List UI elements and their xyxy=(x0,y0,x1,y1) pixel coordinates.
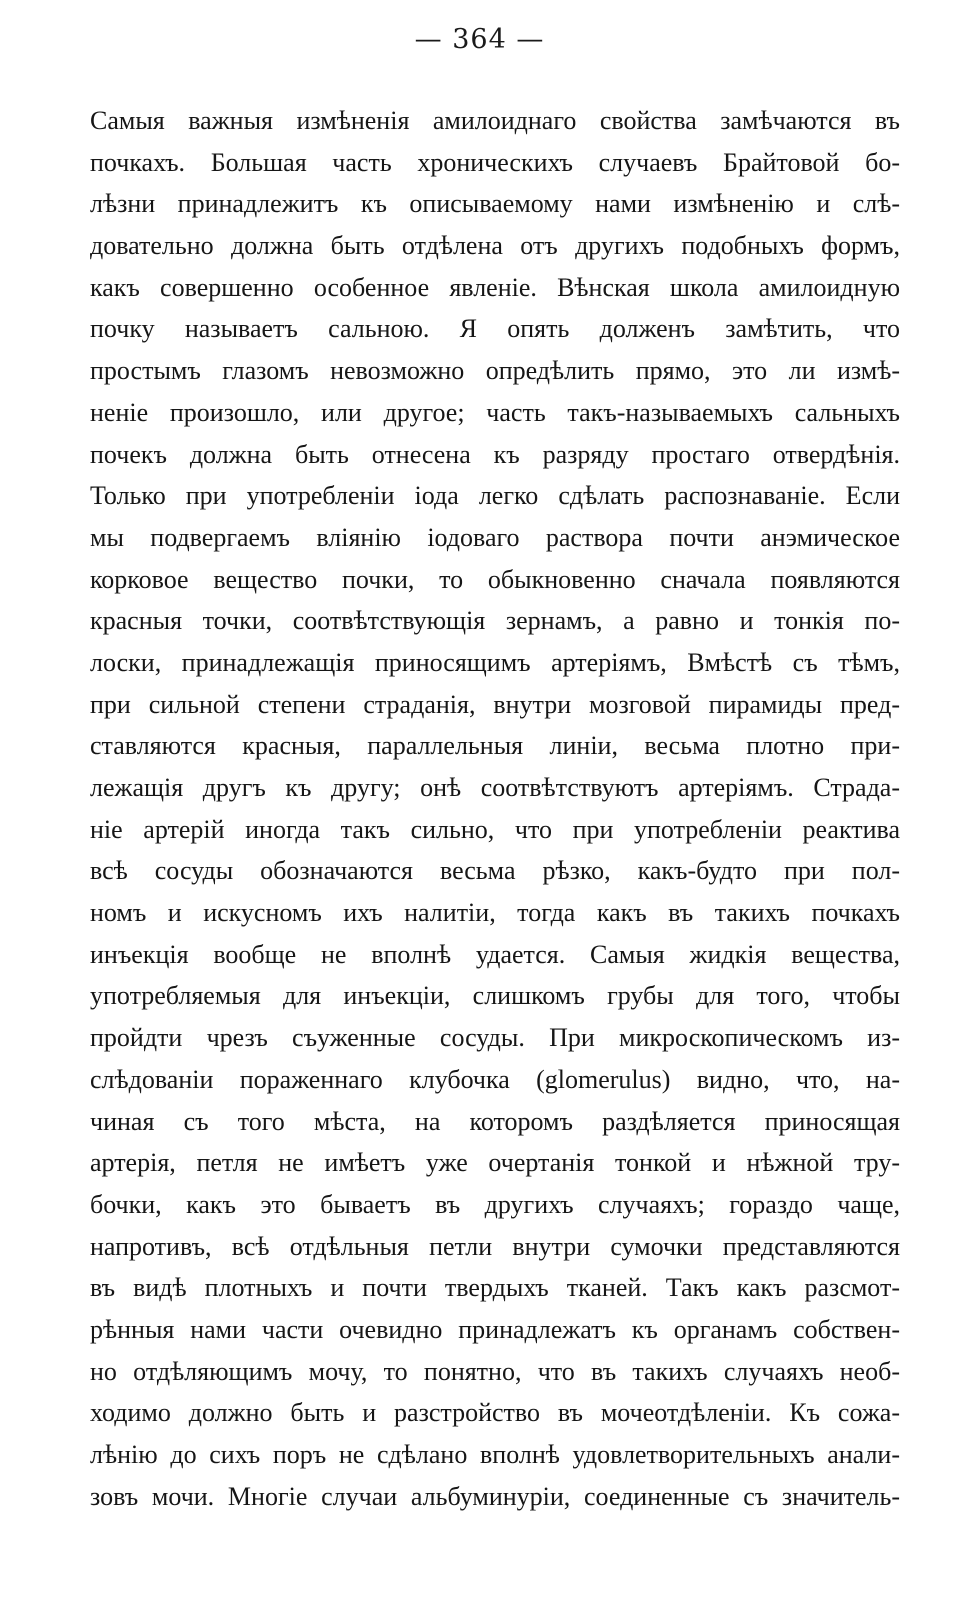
text-line: слѣдованіи пораженнаго клубочка (glomerulus) видно, что, на- xyxy=(90,1064,900,1094)
text-line: въ видѣ плотныхъ и почти твердыхъ тканей. Такъ какъ разсмот- xyxy=(90,1273,900,1303)
text-line: мы подвергаемъ вліянію іодоваго раствора почти анэмическое xyxy=(90,522,900,552)
text-line: Самыя важныя измѣненія амилоиднаго свойства замѣчаются въ xyxy=(90,106,900,135)
text-line: при сильной степени страданія, внутри мозговой пирамиды пред- xyxy=(90,689,900,719)
text-line: рѣнныя нами части очевидно принадлежатъ къ органамъ собствен- xyxy=(90,1314,900,1344)
text-line: какъ совершенно особенное явленіе. Вѣнская школа амилоидную xyxy=(90,272,900,302)
text-line: лоски, принадлежащія приносящимъ артеріямъ, Вмѣстѣ съ тѣмъ, xyxy=(90,647,900,677)
text-line: зовъ мочи. Многіе случаи альбуминуріи, соединенные съ значитель- xyxy=(90,1481,900,1511)
text-line: артерія, петля не имѣетъ уже очертанія тонкой и нѣжной тру- xyxy=(90,1148,900,1178)
text-line: простымъ глазомъ невозможно опредѣлить прямо, это ли измѣ- xyxy=(90,356,900,386)
text-line: лѣнію до сихъ поръ не сдѣлано вполнѣ удовлетворительныхъ анали- xyxy=(90,1440,900,1469)
text-line: бочки, какъ это бываетъ въ другихъ случаяхъ; гораздо чаще, xyxy=(90,1189,900,1219)
text-line: пройдти чрезъ съуженные сосуды. При микроскопическомъ из- xyxy=(90,1023,900,1053)
text-line: напротивъ, всѣ отдѣльныя петли внутри сумочки представляются xyxy=(90,1231,900,1261)
text-line: неніе произошло, или другое; часть такъ-называемыхъ сальныхъ xyxy=(90,397,900,427)
text-line: корковое вещество почки, то обыкновенно сначала появляются xyxy=(90,564,900,594)
body-text xyxy=(90,100,900,1517)
text-line: красныя точки, соотвѣтствующія зернамъ, а равно и тонкія по- xyxy=(90,606,900,636)
text-line: всѣ сосуды обозначаются весьма рѣзко, какъ-будто при пол- xyxy=(90,856,900,886)
text-line: почку называетъ сальною. Я опять долженъ замѣтить, что xyxy=(90,314,900,344)
text-line: почекъ должна быть отнесена къ разряду простаго отвердѣнія. xyxy=(90,439,900,469)
text-line: довательно должна быть отдѣлена отъ другихъ подобныхъ формъ, xyxy=(90,231,900,261)
text-line: но отдѣляющимъ мочу, то понятно, что въ такихъ случаяхъ необ- xyxy=(90,1356,900,1386)
text-line: номъ и искусномъ ихъ налитіи, тогда какъ въ такихъ почкахъ xyxy=(90,898,900,928)
text-line: ставляются красныя, параллельныя линіи, весьма плотно при- xyxy=(90,731,900,761)
page-number: — 364 — xyxy=(414,24,545,55)
text-line: чиная съ того мѣста, на которомъ раздѣляется приносящая xyxy=(90,1106,900,1136)
text-line: инъекція вообще не вполнѣ удается. Самыя жидкія вещества, xyxy=(90,939,900,969)
text-line: употребляемыя для инъекціи, слишкомъ грубы для того, чтобы xyxy=(90,981,900,1011)
text-line: ходимо должно быть и разстройство въ мочеотдѣленіи. Къ сожа- xyxy=(90,1398,900,1428)
text-line: лѣзни принадлежитъ къ описываемому нами измѣненію и слѣ- xyxy=(90,189,900,219)
text-line: лежащія другъ къ другу; онѣ соотвѣтствуютъ артеріямъ. Страда- xyxy=(90,773,900,802)
text-line: Только при употребленіи іода легко сдѣлать распознаваніе. Если xyxy=(90,481,900,511)
text-line: ніе артерій иногда такъ сильно, что при употребленіи реактива xyxy=(90,814,900,844)
text-line: почкахъ. Большая часть хроническихъ случаевъ Брайтовой бо- xyxy=(90,147,900,177)
